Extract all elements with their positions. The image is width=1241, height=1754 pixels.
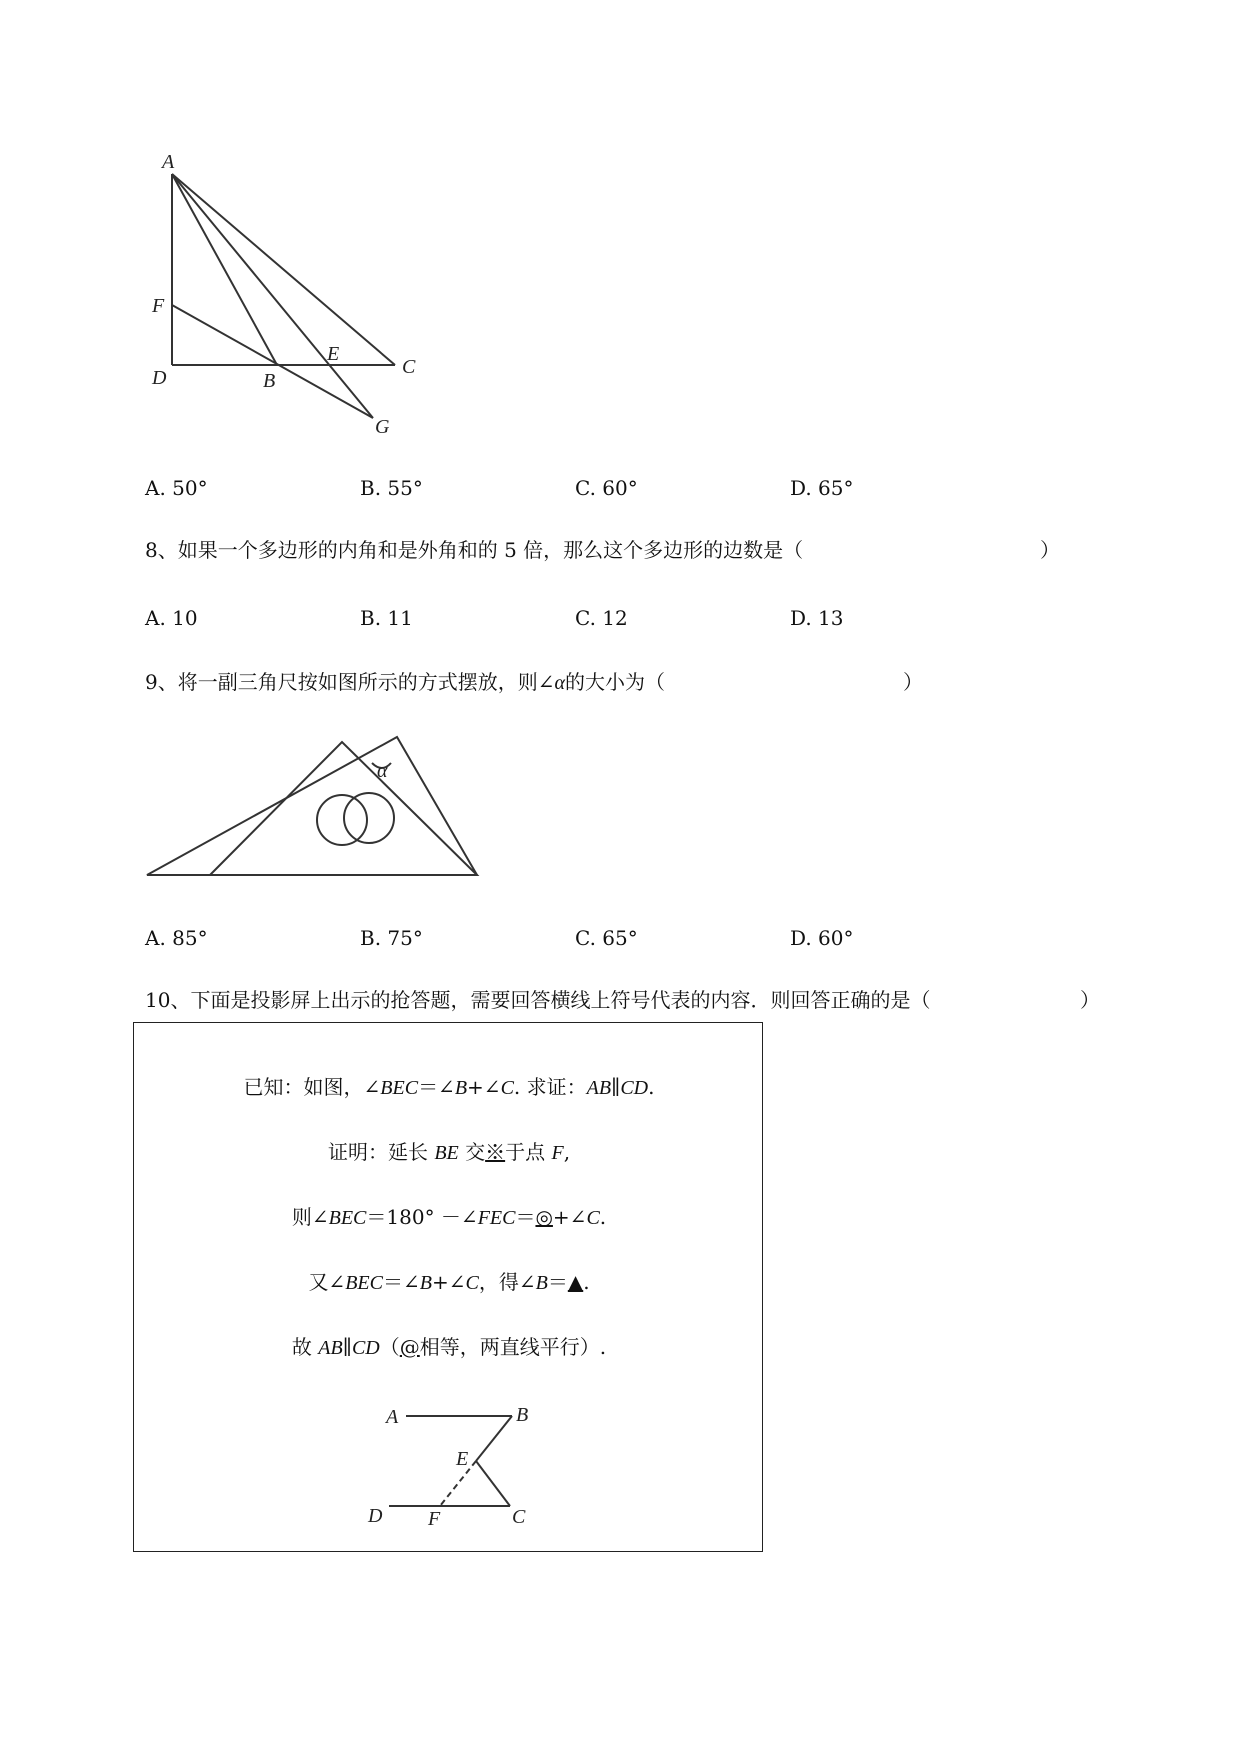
q10-label-a: A (386, 1406, 399, 1428)
q10-projection-box (133, 1022, 763, 1552)
segment-be (476, 1416, 512, 1461)
q7-label-d: D (152, 367, 167, 389)
q7-label-f: F (152, 295, 165, 317)
segment-ec (476, 1461, 510, 1506)
triangle-ruler-2 (210, 742, 477, 875)
q10-label-b: B (516, 1404, 529, 1426)
q10-line-given: 已知：如图，∠BEC＝∠B+∠C. 求证：AB∥CD. (243, 1075, 655, 1099)
segment-ac (172, 174, 395, 365)
triangle-ruler-1 (147, 737, 477, 875)
q10-label-d: D (368, 1505, 383, 1527)
q10-bracket-close: ） (1080, 988, 1100, 1012)
q10-line-then: 则∠BEC＝180° －∠FEC＝◎+∠C. (291, 1205, 607, 1229)
q10-label-e: E (456, 1448, 469, 1470)
q8-stem: 8、如果一个多边形的内角和是外角和的 5 倍，那么这个多边形的边数是（ (145, 538, 804, 562)
q7-label-e: E (327, 343, 340, 365)
q10-label-f: F (428, 1508, 441, 1530)
q8-bracket-close: ） (1040, 538, 1060, 562)
q7-label-a: A (162, 151, 175, 173)
q7-option-a: A. 50° (145, 476, 208, 500)
q8-option-b: B. 11 (360, 606, 413, 630)
q9-option-b: B. 75° (360, 926, 423, 950)
q9-stem-pre: 9、将一副三角尺按如图所示的方式摆放，则∠ (145, 670, 555, 694)
q7-option-b: B. 55° (360, 476, 423, 500)
q9-bracket-close: ） (903, 670, 923, 694)
q9-figure (140, 725, 490, 885)
ruler-hole-1 (317, 795, 367, 845)
q7-label-b: B (263, 370, 276, 392)
q10-label-c: C (512, 1506, 526, 1528)
q10-line-proof: 证明：延长 BE 交※于点 F, (327, 1140, 571, 1164)
q9-option-a: A. 85° (145, 926, 208, 950)
symbol-asterism: ※ (485, 1140, 506, 1164)
q7-label-c: C (402, 356, 416, 378)
q10-figure (354, 1393, 554, 1543)
q9-label-alpha: α (377, 760, 388, 782)
q8-option-a: A. 10 (145, 606, 198, 630)
q7-label-g: G (375, 416, 390, 438)
q9-stem-post: 的大小为（ (564, 670, 665, 694)
q7-figure (140, 150, 440, 450)
q10-stem: 10、下面是投影屏上出示的抢答题，需要回答横线上符号代表的内容．则回答正确的是（ (145, 988, 931, 1012)
q10-line-conclusion: 故 AB∥CD（@相等，两直线平行）. (291, 1335, 607, 1359)
q9-alpha: α (554, 672, 565, 694)
q10-line-also: 又∠BEC＝∠B+∠C，得∠B＝▲. (308, 1270, 590, 1294)
segment-ab (172, 174, 277, 365)
symbol-at: @ (399, 1335, 420, 1359)
q9-option-d: D. 60° (790, 926, 854, 950)
q7-option-d: D. 65° (790, 476, 854, 500)
q8-option-c: C. 12 (575, 606, 628, 630)
q9-stem (145, 672, 665, 693)
q9-option-c: C. 65° (575, 926, 638, 950)
q7-option-c: C. 60° (575, 476, 638, 500)
ruler-hole-2 (344, 793, 394, 843)
q8-option-d: D. 13 (790, 606, 844, 630)
symbol-triangle: ▲ (567, 1270, 584, 1294)
symbol-bullseye: ◎ (535, 1205, 553, 1229)
segment-fg (172, 305, 373, 418)
